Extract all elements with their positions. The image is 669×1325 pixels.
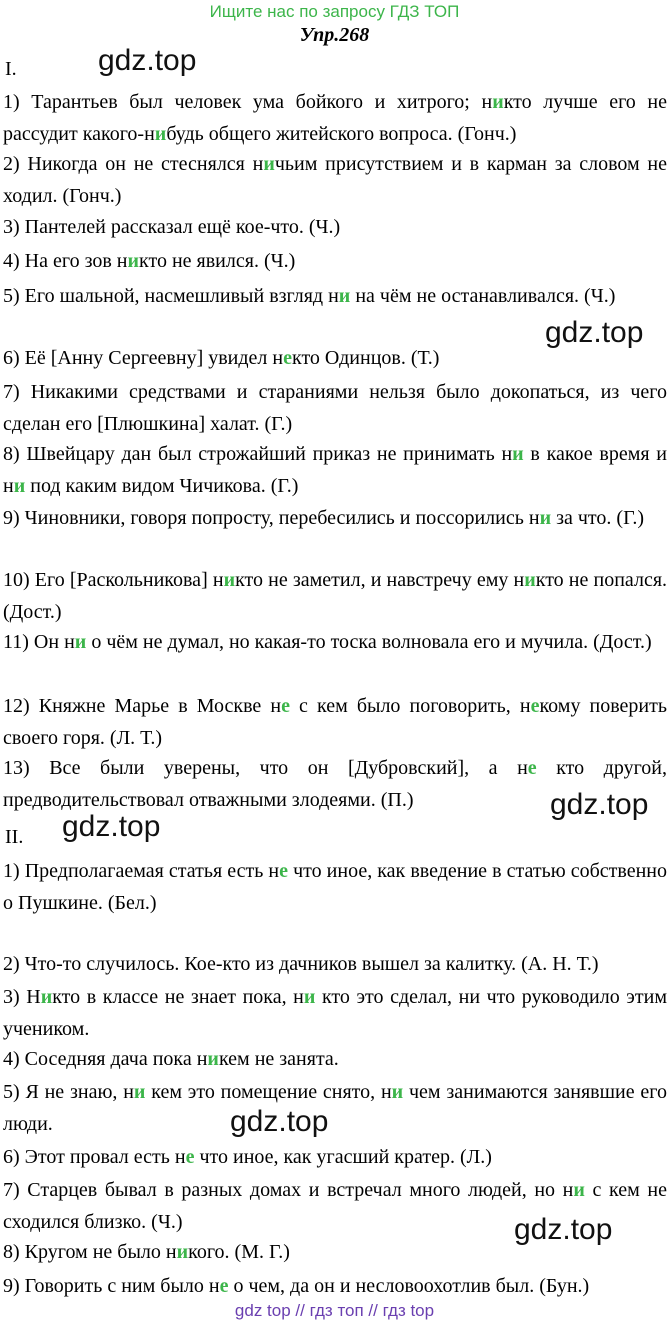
sentence: 1) Предполагаемая статья есть не что иное, как введение в статью собственно о Пушкине. (Бел.)	[3, 860, 667, 914]
sentence: 4) Соседняя дача пока никем не занята.	[3, 1048, 339, 1070]
highlighted-letter: и	[133, 1081, 146, 1103]
sentence: 3) Никто в классе не знает пока, ни кто это сделал, ни что руководило этим учеником.	[3, 986, 667, 1040]
sentence: 7) Старцев бывал в разных домах и встречал много людей, но ни с кем не сходился близко. (Ч.)	[3, 1179, 667, 1233]
sentence: 13) Все были уверены, что он [Дубровский], а не кто другой, предводительствовал отважными злодеями. (П.)	[3, 757, 667, 811]
highlighted-letter: и	[512, 443, 524, 465]
watermark-logo: gdz.top	[550, 788, 649, 821]
highlighted-letter: и	[176, 1241, 189, 1263]
sentence: 8) Швейцару дан был строжайший приказ не принимать ни в какое время и ни под каким видом Чичикова. (Г.)	[3, 443, 667, 497]
sentence: 5) Я не знаю, ни кем это помещение снято, ни чем занимаются занявшие его люди.	[3, 1081, 667, 1135]
highlighted-letter: и	[154, 123, 167, 145]
footer-links[interactable]: gdz top // гдз топ // гдз top	[234, 1301, 435, 1320]
highlighted-letter: и	[74, 631, 87, 653]
sentence: 11) Он ни о чём не думал, но какая-то тоска волновала его и мучила. (Дост.)	[3, 631, 652, 653]
highlighted-letter: и	[303, 986, 316, 1008]
highlighted-letter: е	[281, 695, 290, 717]
highlighted-letter: и	[573, 1179, 585, 1201]
sentence: 6) Её [Анну Сергеевну] увидел некто Одинцов. (Т.)	[3, 347, 440, 369]
highlighted-letter: е	[279, 860, 288, 882]
sentence: 2) Никогда он не стеснялся ничьим присутствием и в карман за словом не ходил. (Гонч.)	[3, 153, 667, 207]
highlighted-letter: е	[283, 347, 292, 369]
sentence: 7) Никакими средствами и стараниями нельзя было докопаться, из чего сделан его [Плюшкина] халат. (Г.)	[3, 381, 667, 435]
highlighted-letter: и	[207, 1048, 219, 1070]
highlighted-letter: и	[338, 285, 351, 307]
watermark-logo: gdz.top	[545, 316, 644, 349]
sentence: 5) Его шальной, насмешливый взгляд ни на чём не останавливался. (Ч.)	[3, 285, 616, 307]
highlighted-letter: и	[492, 91, 504, 113]
highlighted-letter: е	[530, 695, 540, 717]
sentence: 8) Кругом не было никого. (М. Г.)	[3, 1241, 290, 1263]
sentence: 4) На его зов никто не явился. (Ч.)	[3, 250, 296, 272]
highlighted-letter: и	[13, 475, 26, 497]
highlighted-letter: е	[219, 1275, 229, 1297]
section-label-1: I.	[5, 58, 17, 80]
sentence: 9) Чиновники, говоря попросту, перебесились и поссорились ни за что. (Г.)	[3, 507, 645, 529]
watermark-logo: gdz.top	[514, 1213, 613, 1246]
sentence: 10) Его [Раскольникова] никто не заметил, и навстречу ему никто не попался. (Дост.)	[3, 569, 668, 623]
highlighted-letter: е	[185, 1146, 195, 1168]
highlighted-letter: и	[40, 986, 53, 1008]
watermark-logo: gdz.top	[98, 44, 197, 77]
watermark-logo: gdz.top	[62, 810, 161, 843]
sentence: 12) Княжне Марье в Москве не с кем было поговорить, некому поверить своего горя. (Л. Т.)	[3, 695, 667, 749]
exercise-title: Упр.268	[299, 24, 370, 46]
highlighted-letter: и	[223, 569, 236, 591]
sentence: 2) Что-то случилось. Кое-кто из дачников вышел за калитку. (А. Н. Т.)	[3, 953, 599, 975]
sentence: 1) Тарантьев был человек ума бойкого и хитрого; никто лучше его не рассудит какого-нибудь общего житейского вопроса. (Гонч.)	[3, 91, 667, 145]
highlighted-letter: и	[391, 1081, 404, 1103]
highlighted-letter: е	[527, 757, 537, 779]
sentence: 3) Пантелей рассказал ещё кое-что. (Ч.)	[3, 216, 341, 238]
sentence: 6) Этот провал есть не что иное, как угасший кратер. (Л.)	[3, 1146, 492, 1168]
section-label-2: II.	[5, 826, 24, 848]
highlighted-letter: и	[539, 507, 552, 529]
highlighted-letter: и	[263, 153, 275, 175]
highlighted-letter: и	[524, 569, 536, 591]
watermark-logo: gdz.top	[230, 1105, 329, 1138]
highlighted-letter: и	[127, 250, 140, 272]
sentence: 9) Говорить с ним было не о чем, да он и несловоохотлив был. (Бун.)	[3, 1275, 590, 1297]
search-hint[interactable]: Ищите нас по запросу ГДЗ ТОП	[209, 2, 460, 21]
